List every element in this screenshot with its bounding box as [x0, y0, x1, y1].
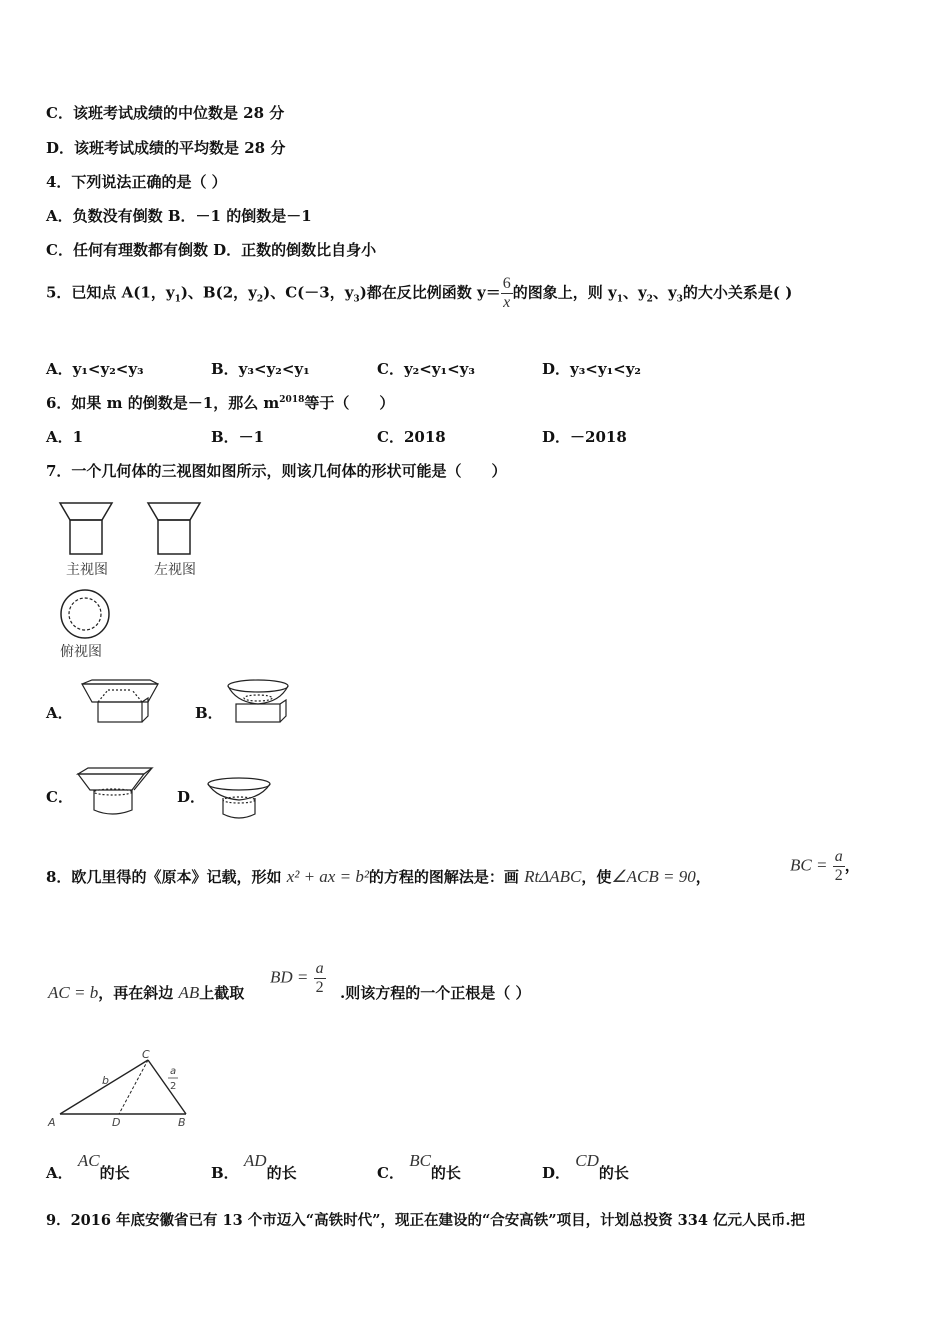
q3-option-c: C．该班考试成绩的中位数是 28 分 — [46, 104, 285, 122]
q6-option-a: A．1 — [46, 428, 84, 446]
side-two-label: 2 — [170, 1081, 177, 1092]
q7-three-views-figure — [50, 498, 220, 663]
q7-option-b-figure — [226, 676, 294, 728]
q5-stem: 5．已知点 A(1，$y_1$)、B(2，$y_2$)、C(－3，$y_3$)都在反比例函数 y＝ $\frac{6}{x}$ 的图象上，则 $y_1$、$y_2$、$y_3$的大小关系是( ) — [46, 275, 793, 311]
q9-stem: 9．2016 年底安徽省已有 13 个市迈入“高铁时代”，现正在建设的“合安高铁”项目，计划总投资 334 亿元人民币.把 — [46, 1212, 806, 1229]
q8-bd-expression: BD = $\frac{a}{2}$ — [270, 960, 324, 996]
q6-stem: 6．如果 m 的倒数是－1，那么 $m^{2018}$等于（ ） — [46, 394, 395, 412]
q8-stem-line2-end: .则该方程的一个正根是（ ） — [340, 984, 531, 1002]
q5-option-b: B．y₃<y₂<y₁ — [211, 360, 310, 378]
top-view-icon — [61, 590, 109, 638]
q4-stem: 4．下列说法正确的是（ ） — [46, 173, 227, 191]
left-view-label: 左视图 — [154, 562, 196, 578]
q8-option-b: B． AD的长 — [211, 1151, 297, 1182]
q8-bc-expression: BC = $\frac{a}{2}$ ， — [790, 848, 860, 884]
q7-option-c: C． — [46, 788, 73, 806]
q7-option-a-figure — [78, 676, 162, 728]
point-c-label: C — [142, 1048, 150, 1061]
point-b-label: B — [178, 1116, 186, 1129]
front-view-label: 主视图 — [66, 562, 108, 578]
q6-option-b: B．－1 — [211, 428, 265, 446]
q7-option-b: B． — [195, 704, 223, 722]
side-b-label: b — [102, 1074, 109, 1087]
q7-option-d: D． — [177, 788, 206, 806]
q8-triangle-figure — [44, 1046, 194, 1132]
q5-option-a: A．y₁<y₂<y₃ — [46, 360, 144, 378]
point-d-label: D — [112, 1116, 121, 1129]
q7-option-d-figure — [205, 776, 273, 824]
q5-fraction: $\frac{6}{x}$ — [502, 275, 511, 311]
q4-options-row2: C．任何有理数都有倒数 D．正数的倒数比自身小 — [46, 241, 377, 259]
q8-option-a: A． AC的长 — [46, 1151, 130, 1182]
top-view-label: 俯视图 — [60, 644, 102, 660]
q6-option-d: D．－2018 — [542, 428, 627, 446]
q3-option-d: D．该班考试成绩的平均数是 28 分 — [46, 139, 286, 157]
q8-stem-line2: AC = b，再在斜边 AB上截取 — [48, 983, 245, 1002]
q5-option-c: C．y₂<y₁<y₃ — [377, 360, 475, 378]
q7-option-a: A． — [46, 704, 73, 722]
q5-option-d: D．y₃<y₁<y₂ — [542, 360, 642, 378]
q8-stem-line1: 8．欧几里得的《原本》记载，形如 x² + ax = b²的方程的图解法是：画 RtΔABC，使∠ACB = 90， — [46, 867, 711, 886]
q8-option-d: D． CD的长 — [542, 1151, 629, 1182]
point-a-label: A — [48, 1116, 56, 1129]
side-a-label: a — [170, 1066, 177, 1077]
q6-option-c: C．2018 — [377, 428, 446, 446]
q8-option-c: C． BC的长 — [377, 1151, 461, 1182]
left-view-icon — [148, 503, 200, 554]
q7-stem: 7．一个几何体的三视图如图所示，则该几何体的形状可能是（ ） — [46, 462, 507, 480]
q4-options-row1: A．负数没有倒数 B．－1 的倒数是－1 — [46, 207, 312, 225]
q7-option-c-figure — [74, 764, 156, 820]
front-view-icon — [60, 503, 112, 554]
